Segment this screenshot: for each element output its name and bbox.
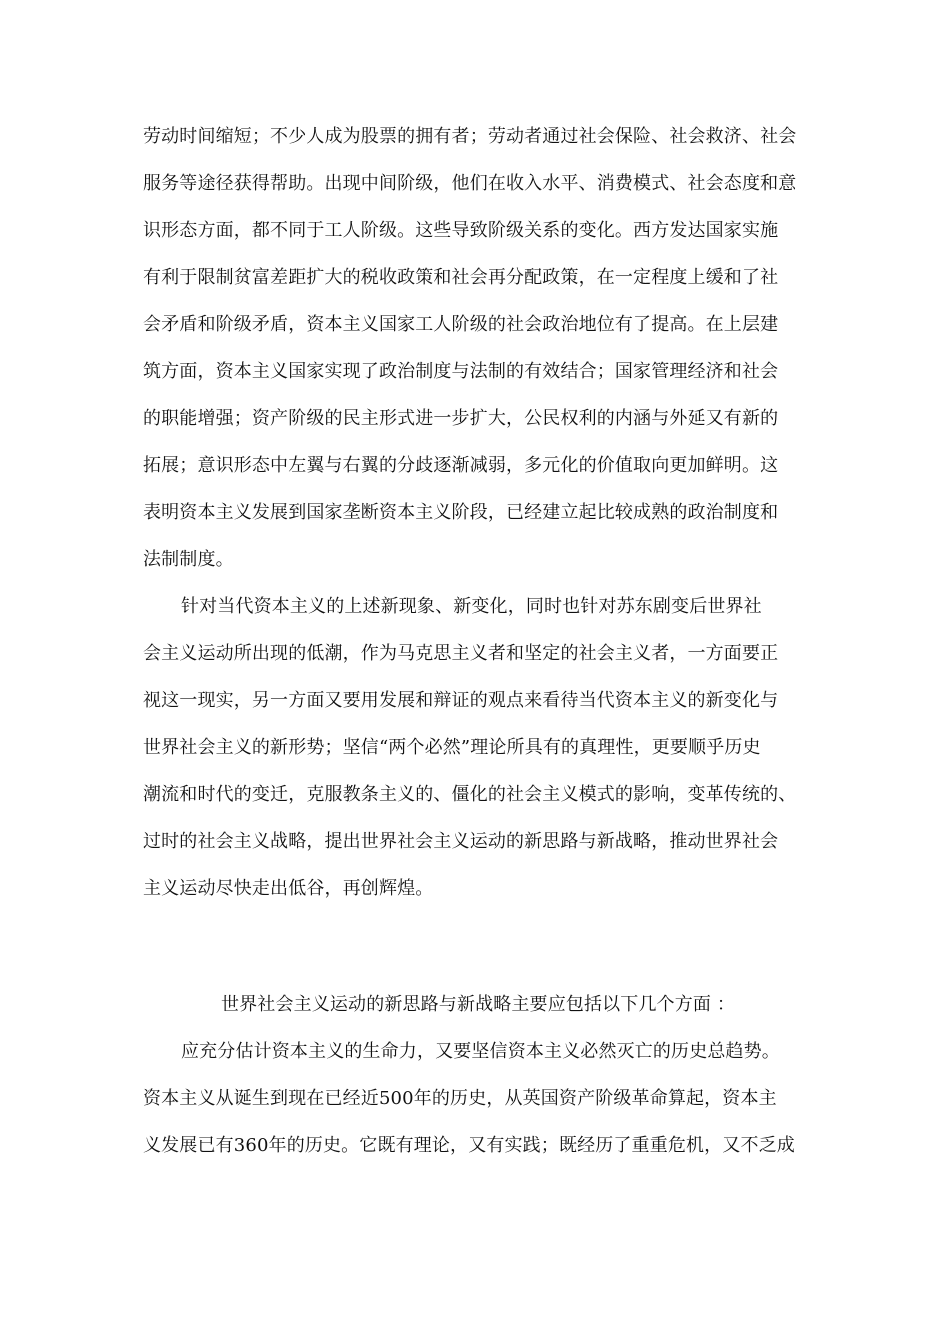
- para1-line-9: 表明资本主义发展到国家垄断资本主义阶段，已经建立起比较成熟的政治制度和: [143, 502, 779, 523]
- para3-line-1: 应充分估计资本主义的生命力，又要坚信资本主义必然灭亡的历史总趋势。: [181, 1041, 780, 1062]
- para1-line-5: 会矛盾和阶级矛盾，资本主义国家工人阶级的社会政治地位有了提高。在上层建: [143, 314, 779, 335]
- para3-line-3: 义发展已有360年的历史。它既有理论，又有实践；既经历了重重危机，又不乏成: [143, 1135, 795, 1156]
- para1-line-7: 的职能增强；资产阶级的民主形式进一步扩大，公民权利的内涵与外延又有新的: [143, 408, 779, 429]
- para2-line-2: 会主义运动所出现的低潮，作为马克思主义者和坚定的社会主义者，一方面要正: [143, 643, 779, 664]
- para2-line-5: 潮流和时代的变迁，克服教条主义的、僵化的社会主义模式的影响，变革传统的、: [143, 784, 797, 805]
- para2-line-7: 主义运动尽快走出低谷，再创辉煌。: [143, 878, 434, 899]
- para1-line-10: 法制制度。: [143, 549, 234, 570]
- para1-line-2: 服务等途径获得帮助。出现中间阶级，他们在收入水平、消费模式、社会态度和意: [143, 173, 797, 194]
- para1-line-6: 筑方面，资本主义国家实现了政治制度与法制的有效结合；国家管理经济和社会: [143, 361, 779, 382]
- para2-line-6: 过时的社会主义战略，提出世界社会主义运动的新思路与新战略，推动世界社会: [143, 831, 779, 852]
- para2-line-1: 针对当代资本主义的上述新现象、新变化，同时也针对苏东剧变后世界社: [181, 596, 762, 617]
- para3-line-2: 资本主义从诞生到现在已经近500年的历史，从英国资产阶级革命算起，资本主: [143, 1088, 777, 1109]
- para1-line-1: 劳动时间缩短；不少人成为股票的拥有者；劳动者通过社会保险、社会救济、社会: [143, 126, 797, 147]
- para1-line-4: 有利于限制贫富差距扩大的税收政策和社会再分配政策，在一定程度上缓和了社: [143, 267, 779, 288]
- para2-line-4: 世界社会主义的新形势；坚信“两个必然”理论所具有的真理性，更要顺乎历史: [143, 737, 761, 758]
- para1-line-3: 识形态方面，都不同于工人阶级。这些导致阶级关系的变化。西方发达国家实施: [143, 220, 779, 241]
- para2-line-3: 视这一现实，另一方面又要用发展和辩证的观点来看待当代资本主义的新变化与: [143, 690, 779, 711]
- para1-line-8: 拓展；意识形态中左翼与右翼的分歧逐渐减弱，多元化的价值取向更加鲜明。这: [143, 455, 779, 476]
- section-heading: 世界社会主义运动的新思路与新战略主要应包括以下几个方面 ：: [221, 994, 736, 1015]
